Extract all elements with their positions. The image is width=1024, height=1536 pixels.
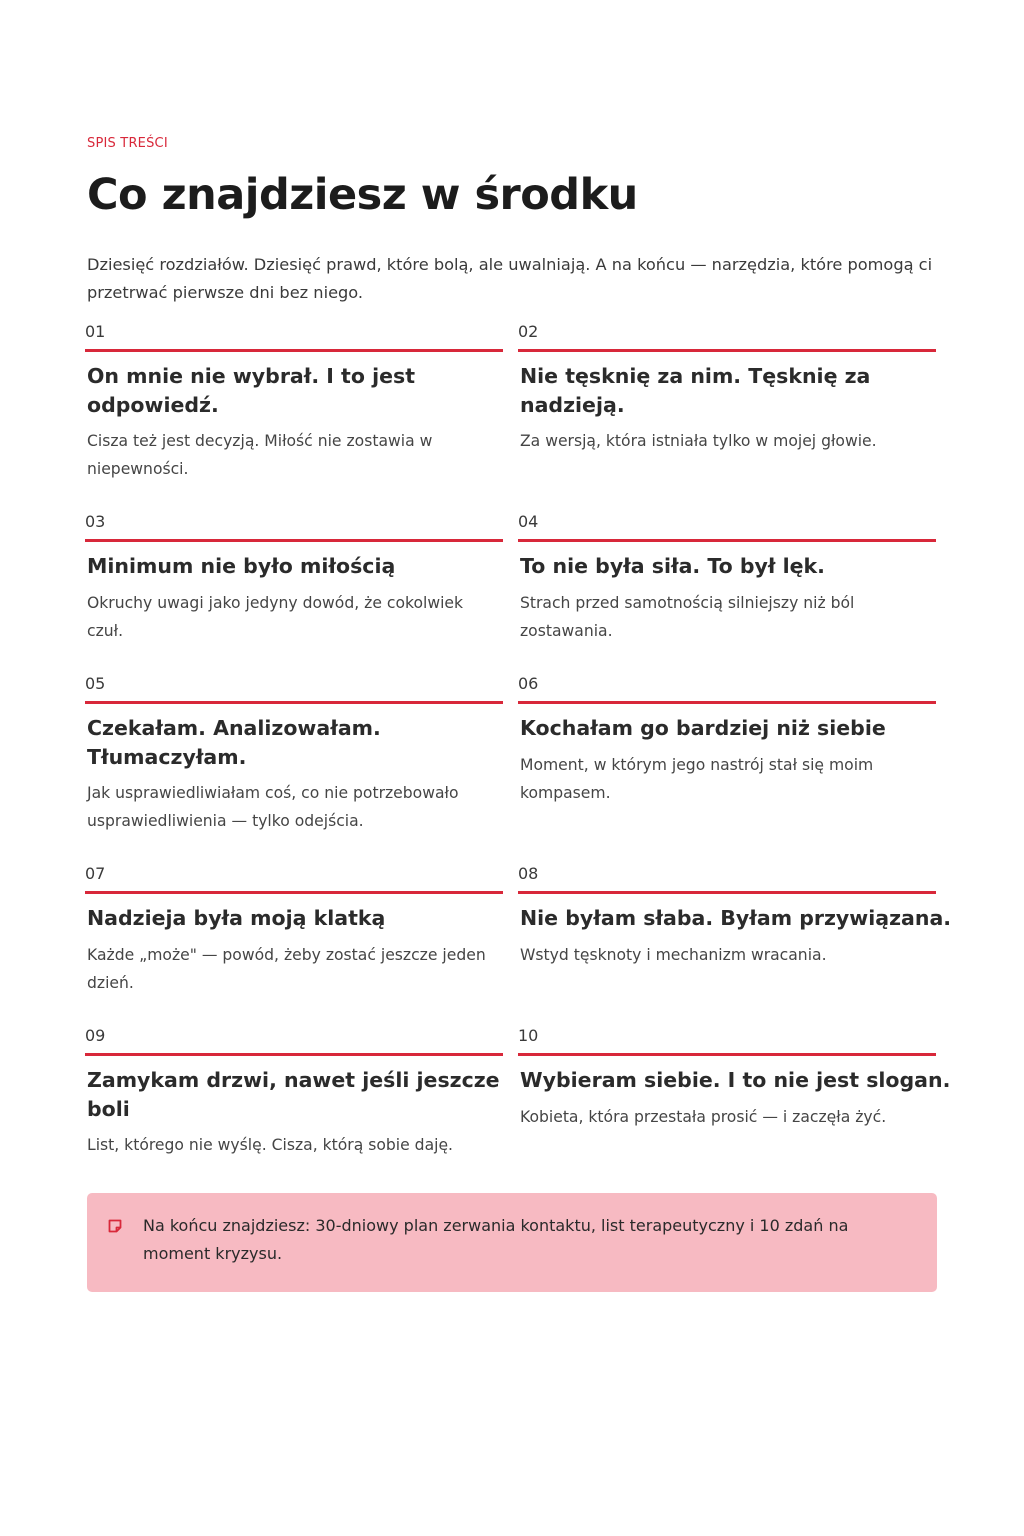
section-eyebrow: SPIS TREŚCI [87,136,168,151]
chapter-number: 01 [85,322,106,341]
chapter-divider [518,1053,936,1056]
chapter-description: Każde „może" — powód, żeby zostać jeszcze jeden dzień. [87,946,486,992]
chapter-title: Kochałam go bardziej niż siebie [520,716,886,740]
intro-paragraph: Dziesięć rozdziałów. Dziesięć prawd, które bolą, ale uwalniają. A na końcu — narzędzia, które pomogą ci przetrwać pierwsze dni bez niego. [87,255,933,302]
chapter-title: Nie byłam słaba. Byłam przywiązana. [520,906,952,930]
chapter-description: Cisza też jest decyzją. Miłość nie zostawia w niepewności. [87,432,433,478]
page-title: Co znajdziesz w środku [87,170,638,220]
chapter-divider [85,701,503,704]
chapter-number: 10 [518,1026,539,1045]
chapter-number: 05 [85,674,106,693]
chapter-description: Za wersją, która istniała tylko w mojej głowie. [520,432,877,450]
chapter-divider [518,891,936,894]
chapter-number: 07 [85,864,106,883]
chapter-number: 03 [85,512,106,531]
chapter-description: Kobieta, która przestała prosić — i zaczęła żyć. [520,1108,887,1126]
chapter-description: Jak usprawiedliwiałam coś, co nie potrzebowało usprawiedliwienia — tylko odejścia. [87,784,459,830]
chapter-divider [85,1053,503,1056]
chapter-title: Wybieram siebie. I to nie jest slogan. [520,1068,951,1092]
chapter-description: Okruchy uwagi jako jedyny dowód, że cokolwiek czuł. [87,594,464,640]
chapter-title: Nie tęsknię za nim. Tęsknię za nadzieją. [520,364,871,417]
chapter-number: 08 [518,864,539,883]
chapter-divider [518,349,936,352]
chapter-title: Czekałam. Analizowałam. Tłumaczyłam. [87,716,381,769]
note-text: Na końcu znajdziesz: 30-dniowy plan zerwania kontaktu, list terapeutyczny i 10 zdań na moment kryzysu. [143,1216,849,1263]
chapter-divider [518,539,936,542]
chapter-number: 02 [518,322,539,341]
chapter-title: Zamykam drzwi, nawet jeśli jeszcze boli [87,1068,500,1121]
chapter-title: On mnie nie wybrał. I to jest odpowiedź. [87,364,416,417]
chapter-number: 06 [518,674,539,693]
chapter-title: Nadzieja była moją klatką [87,906,386,930]
chapter-divider [85,539,503,542]
note-icon [108,1218,122,1232]
chapter-divider [85,349,503,352]
chapter-title: Minimum nie było miłością [87,554,396,578]
chapter-number: 04 [518,512,539,531]
chapter-description: Moment, w którym jego nastrój stał się moim kompasem. [520,756,874,802]
chapter-number: 09 [85,1026,106,1045]
chapter-divider [85,891,503,894]
chapter-description: Strach przed samotnością silniejszy niż ból zostawania. [520,594,855,640]
chapter-title: To nie była siła. To był lęk. [520,554,825,578]
chapter-description: List, którego nie wyślę. Cisza, którą sobie daję. [87,1136,454,1154]
chapter-description: Wstyd tęsknoty i mechanizm wracania. [520,946,827,964]
callout-note [87,1193,937,1292]
chapter-divider [518,701,936,704]
